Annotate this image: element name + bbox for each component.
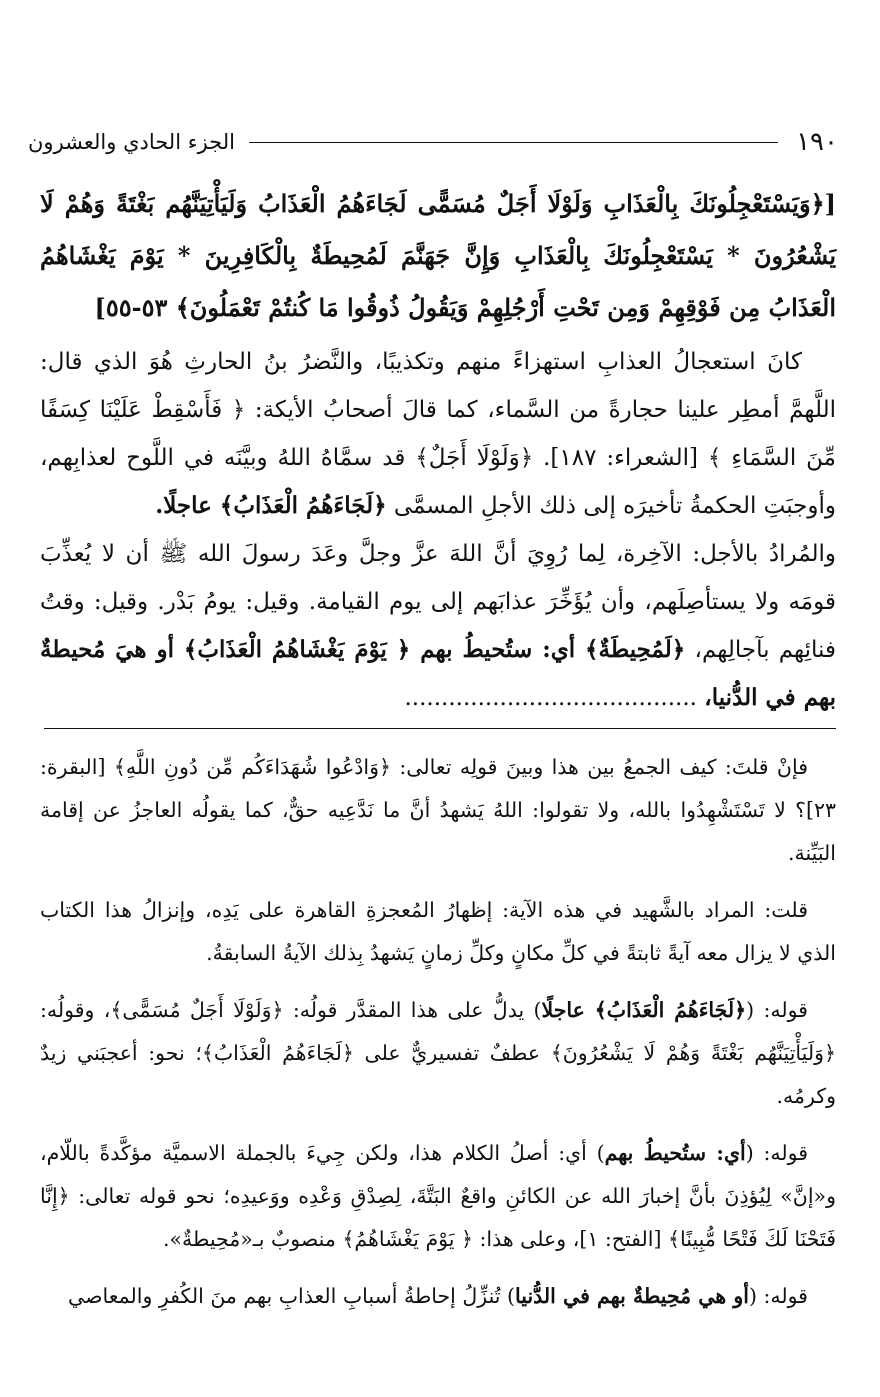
continuation-dots: ........................................ [404,685,705,711]
footnote-body: ) تُنزِّلُ إحاطةُ أسبابِ العذابِ بهم منَ الكُفرِ والمعاصي [68,1284,516,1308]
footnote-3 [40,989,836,1118]
footnote-1: فإنْ قلتَ: كيف الجمعُ بين هذا وبينَ قولِه تعالى: ﴿وَادْعُوا شُهَدَاءَكُم مِّن دُونِ اللَّهِ﴾ [البقرة: ٢٣]؟ لا تَسْتَشْهِدُوا بالله، ولا تقولوا: اللهُ يَشهدُ أنَّ ما نَدَّعِيه حقٌّ، كما يقولُه العاجزُ عن إقامة البَيِّنة. [40,755,836,865]
footnote-quoted-phrase: أو هي مُحِيطةٌ بهم في الدُّنيا [515,1284,749,1308]
page-number: ١٩٠ [796,127,838,157]
footnote-2: قلت: المراد بالشَّهيد في هذه الآية: إظهارُ المُعجزةِ القاهرة على يَدِه، وإنزالُ هذا الكتاب الذي لا يزال معه آيةً ثابتةً في كلِّ مكانٍ وكلِّ زمانٍ يَشهدُ بِذلك الآيةُ السابقةُ. [40,898,836,965]
footnote-divider [44,728,836,729]
page-header [28,124,838,160]
footnote-lead: قوله: ( [746,998,808,1022]
footnote-lead: قوله: ( [748,1284,808,1308]
footnote-5 [40,1275,836,1318]
commentary-paragraph-2 [40,530,836,722]
footnote-lead: قوله: ( [745,1141,808,1165]
footnote-body: ) يدلُّ على هذا المقدَّر قولُه: ﴿وَلَوْلَا أَجَلٌ مُسَمًّى﴾، وقولُه: ﴿وَلَيَأْتِيَنَّهُم بَغْتَةً وَهُمْ لَا يَشْعُرُونَ﴾ عطفٌ تفسيريٌّ على ﴿لَجَاءَهُمُ الْعَذَابُ﴾؛ نحو: أعجبَني زيدٌ وكرمُه. [40,998,836,1108]
commentary-text-run: كانَ استعجالُ العذابِ استهزاءً منهم وتكذيبًا، والنَّضرُ بنُ الحارثِ هُوَ الذي قال: اللَّهمَّ أمطِر علينا حجارةً من السَّماء، كما قالَ أصحابُ الأيكة: ﴿ فَأَسْقِطْ عَلَيْنَا كِسَفًا مِّنَ السَّمَاءِ ﴾ [الشعراء: ١٨٧]. ﴿وَلَوْلَا أَجَلٌ﴾ قد سمَّاهُ اللهُ وبيَّنَه في اللَّوح لعذابِهم، وأوجبَتِ الحكمةُ تأخيرَه إلى ذلك الأجلِ المسمَّى [40,349,836,519]
quran-verses: [﴿وَيَسْتَعْجِلُونَكَ بِالْعَذَابِ وَلَوْلَا أَجَلٌ مُسَمًّى لَجَاءَهُمُ الْعَذَابُ وَلَيَأْتِيَنَّهُم بَغْتَةً وَهُمْ لَا يَشْعُرُونَ * يَسْتَعْجِلُونَكَ بِالْعَذَابِ وَإِنَّ جَهَنَّمَ لَمُحِيطَةٌ بِالْكَافِرِينَ * يَوْمَ يَغْشَاهُمُ الْعَذَابُ مِن فَوْقِهِمْ وَمِن تَحْتِ أَرْجُلِهِمْ وَيَقُولُ ذُوقُوا مَا كُنتُمْ تَعْمَلُونَ﴾ ٥٣-٥٥] [40,189,836,322]
commentary-bold-run: ﴿لَجَاءَهُمُ الْعَذَابُ﴾ عاجلًا. [155,492,387,519]
header-rule [249,142,778,143]
commentary-text-run: والمُرادُ بالأجل: الآخِرة، لِما رُوِيَ أنَّ اللهَ عزَّ وجلَّ وعَدَ رسولَ الله ﷺ أن لا يُعذِّبَ قومَه ولا يستأصِلَهم، وأن يُؤَخِّرَ عذابَهم إلى يوم القيامة. وقيل: يومُ بَدْر. وقيل: وقتُ فنائِهم بآجالِهم، [40,541,836,663]
footnote-4 [40,1132,836,1261]
commentary-paragraph-1 [40,338,836,530]
running-title: الجزء الحادي والعشرون [28,130,235,154]
commentary-text [40,338,836,722]
footnote-body: ) أي: أصلُ الكلام هذا، ولكن جِيءَ بالجملة الاسميَّة مؤكَّدةً باللّام، و«إنَّ» لِيُؤذِنَ بأنَّ إخبارَ الله عن الكائنِ واقعٌ البَتَّةَ، لِصِدْقِ وَعْدِه ووَعيدِه؛ نحو قوله تعالى: ﴿إِنَّا فَتَحْنَا لَكَ فَتْحًا مُّبِينًا﴾ [الفتح: ١]، وعلى هذا: ﴿ يَوْمَ يَغْشَاهُمُ﴾ منصوبٌ بـ«مُحِيطةٌ». [40,1141,836,1251]
footnote-quoted-phrase: أي: ستُحيطُ بهم [604,1141,746,1165]
commentary-bold-run: ﴿لَمُحِيطَةٌ﴾ أي: ستُحيطُ بهم ﴿ يَوْمَ يَغْشَاهُمُ الْعَذَابُ﴾ أو هيَ مُحيطةٌ بهم في الدُّنيا، [40,636,836,711]
footnote-quoted-phrase: ﴿لَجَاءَهُمُ الْعَذَابُ﴾ عاجلًا [541,998,747,1022]
footnotes [40,746,836,1332]
